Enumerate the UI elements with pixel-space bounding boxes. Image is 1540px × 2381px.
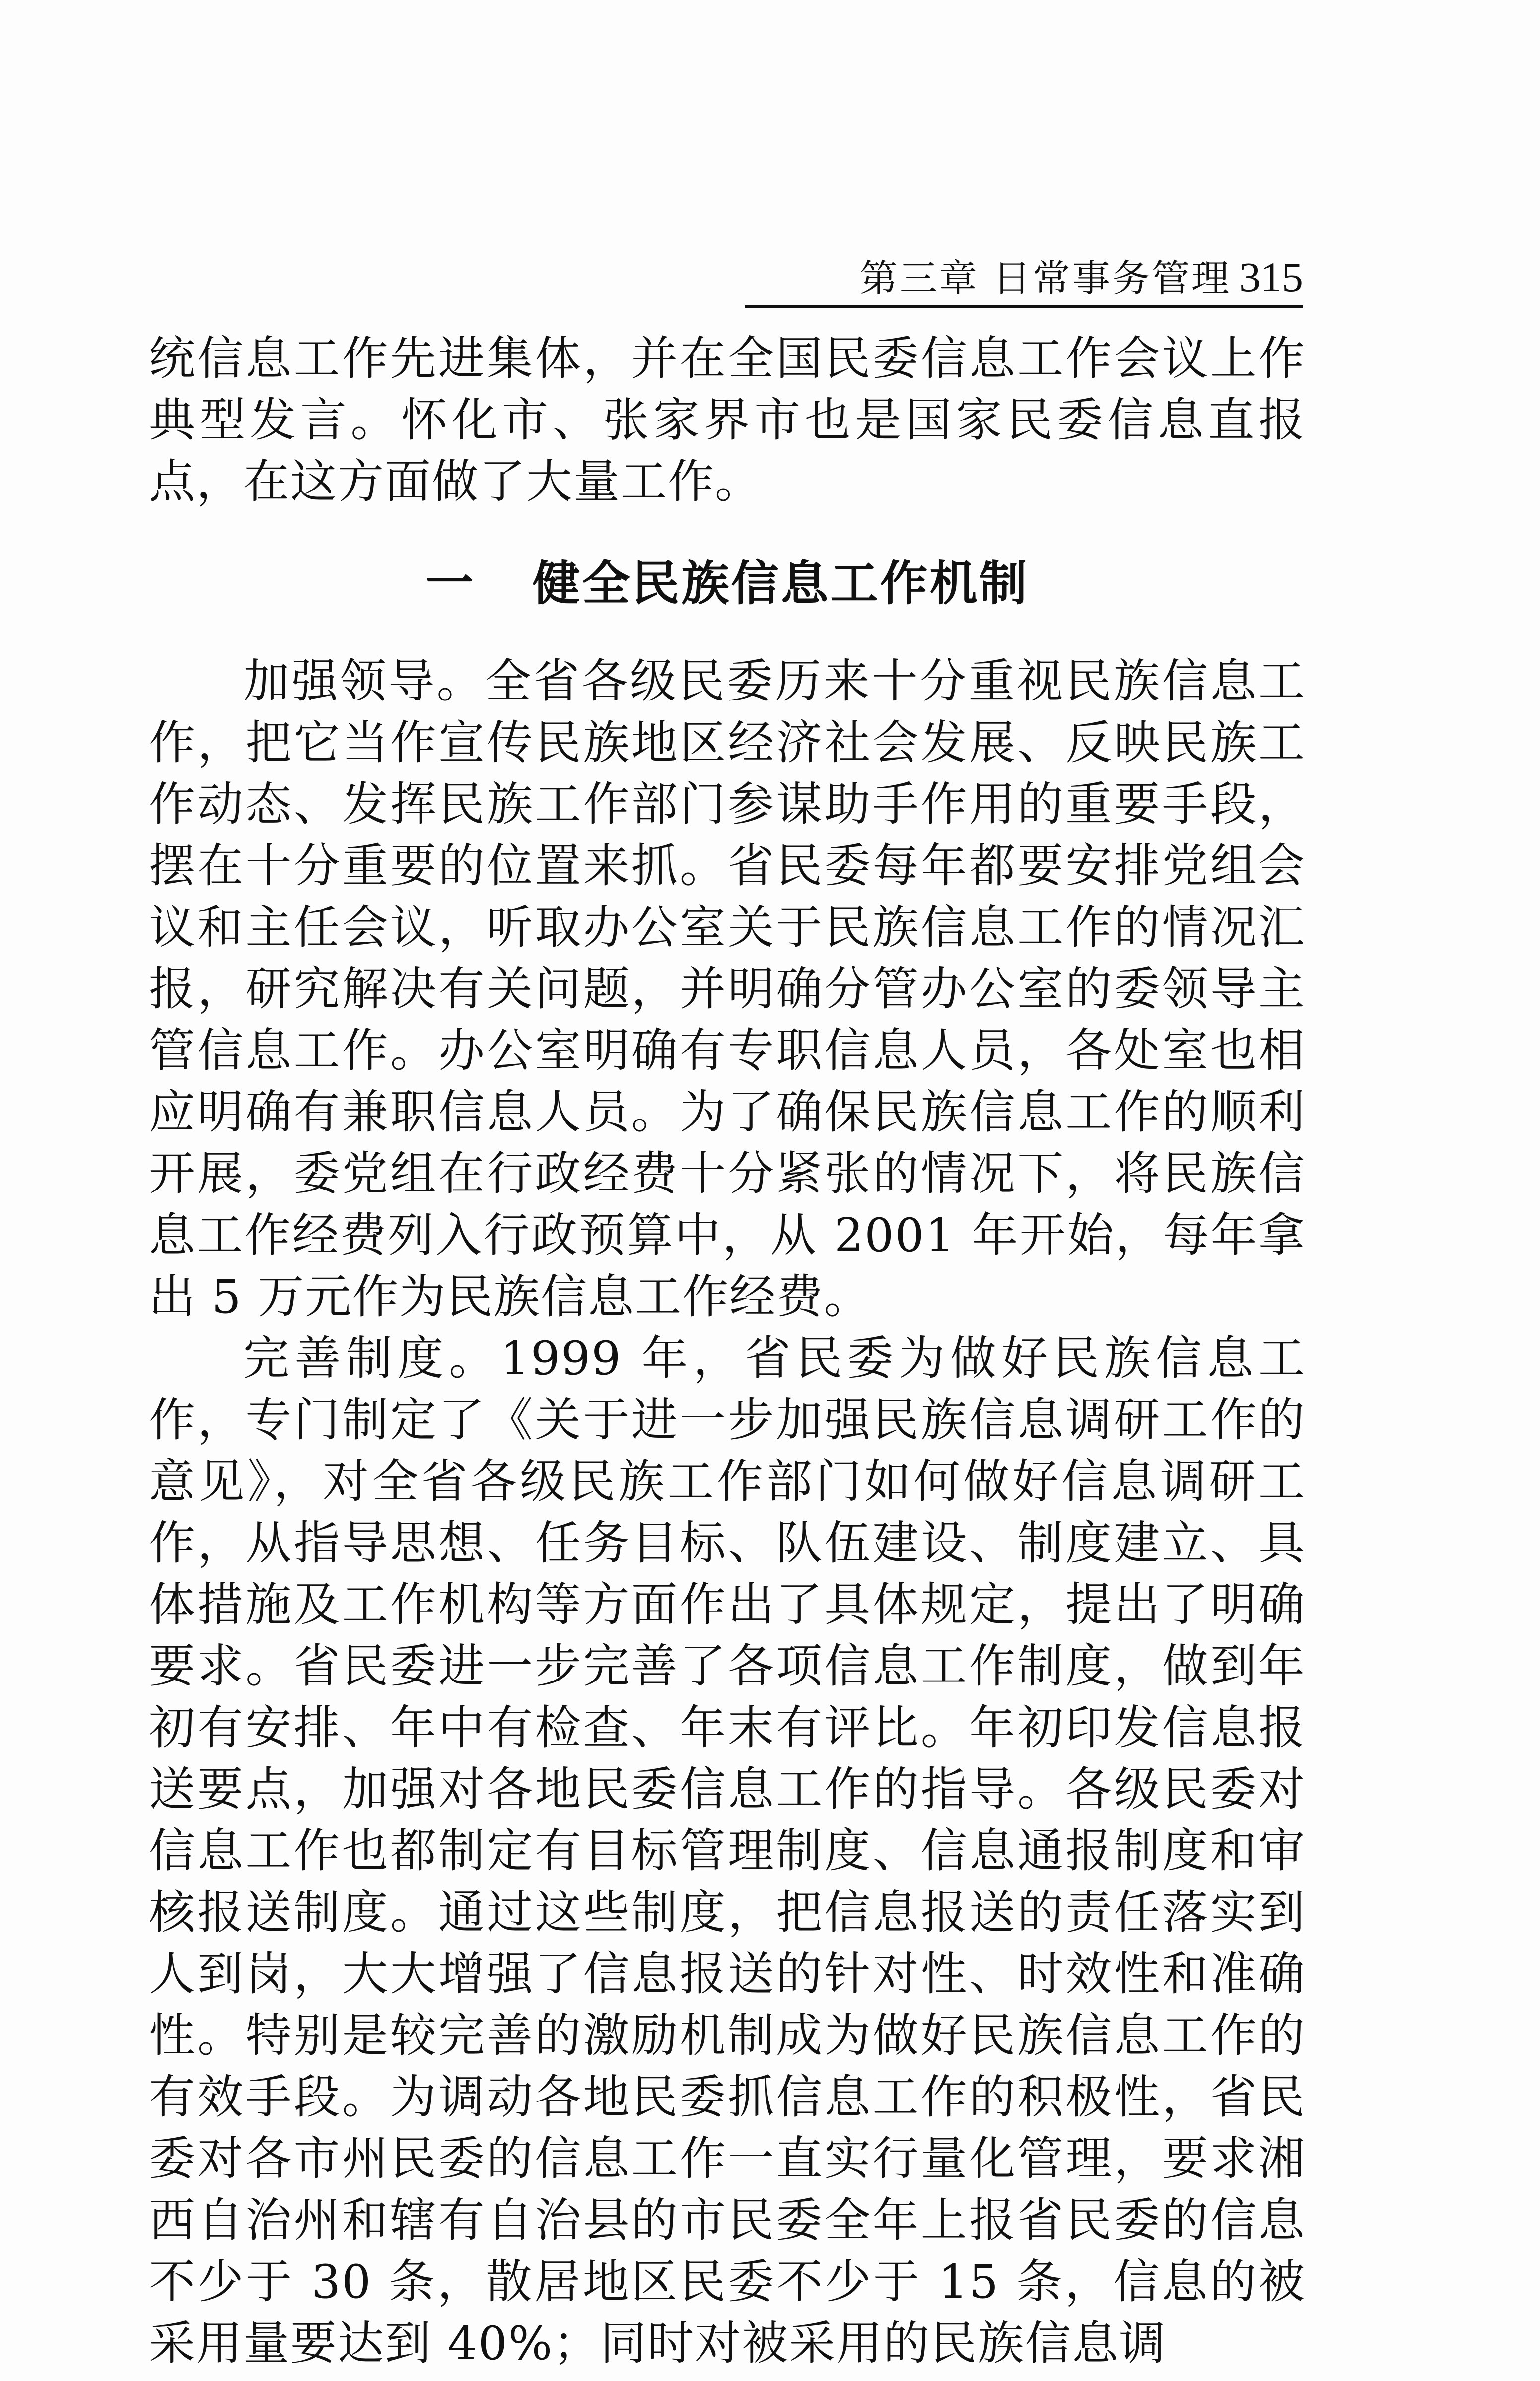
- paragraph-improve-system: 完善制度。1999 年，省民委为做好民族信息工作，专门制定了《关于进一步加强民族信息调研工作的意见》，对全省各级民族工作部门如何做好信息调研工作，从指导思想、任务目标、队伍建设、制度建立、具体措施及工作机构等方面作出了具体规定，提出了明确要求。省民委进一步完善了各项信息工作制度，做到年初有安排、年中有检查、年末有评比。年初印发信息报送要点，加强对各地民委信息工作的指导。各级民委对信息工作也都制定有目标管理制度、信息通报制度和审核报送制度。通过这些制度，把信息报送的责任落实到人到岗，大大增强了信息报送的针对性、时效性和准确性。特别是较完善的激励机制成为做好民族信息工作的有效手段。为调动各地民委抓信息工作的积极性，省民委对各市州民委的信息工作一直实行量化管理，要求湘西自治州和辖有自治县的市民委全年上报省民委的信息不少于 30 条，散居地区民委不少于 15 条，信息的被采用量要达到 40%；同时对被采用的民族信息调: [149, 1331, 1306, 2370]
- lead-paragraph: [149, 328, 1306, 512]
- section-heading: [149, 554, 1306, 613]
- paragraph-text: 统信息工作先进集体，并在全国民委信息工作会议上作典型发言。怀化市、张家界市也是国家民委信息直报点，在这方面做了大量工作。: [149, 332, 1306, 508]
- body-text: [149, 650, 1306, 2374]
- section-title: 健全民族信息工作机制: [532, 556, 1029, 611]
- chapter-title: 第三章 日常事务管理: [859, 256, 1231, 300]
- running-header: [745, 251, 1303, 308]
- section-number: 一: [425, 556, 476, 611]
- paragraph-strengthen-leadership: 加强领导。全省各级民委历来十分重视民族信息工作，把它当作宣传民族地区经济社会发展、反映民族工作动态、发挥民族工作部门参谋助手作用的重要手段，摆在十分重要的位置来抓。省民委每年都要安排党组会议和主任会议，听取办公室关于民族信息工作的情况汇报，研究解决有关问题，并明确分管办公室的委领导主管信息工作。办公室明确有专职信息人员，各处室也相应明确有兼职信息人员。为了确保民族信息工作的顺利开展，委党组在行政经费十分紧张的情况下，将民族信息工作经费列入行政预算中，从 2001 年开始，每年拿出 5 万元作为民族信息工作经费。: [149, 654, 1306, 1324]
- page-number: 315: [1239, 253, 1303, 301]
